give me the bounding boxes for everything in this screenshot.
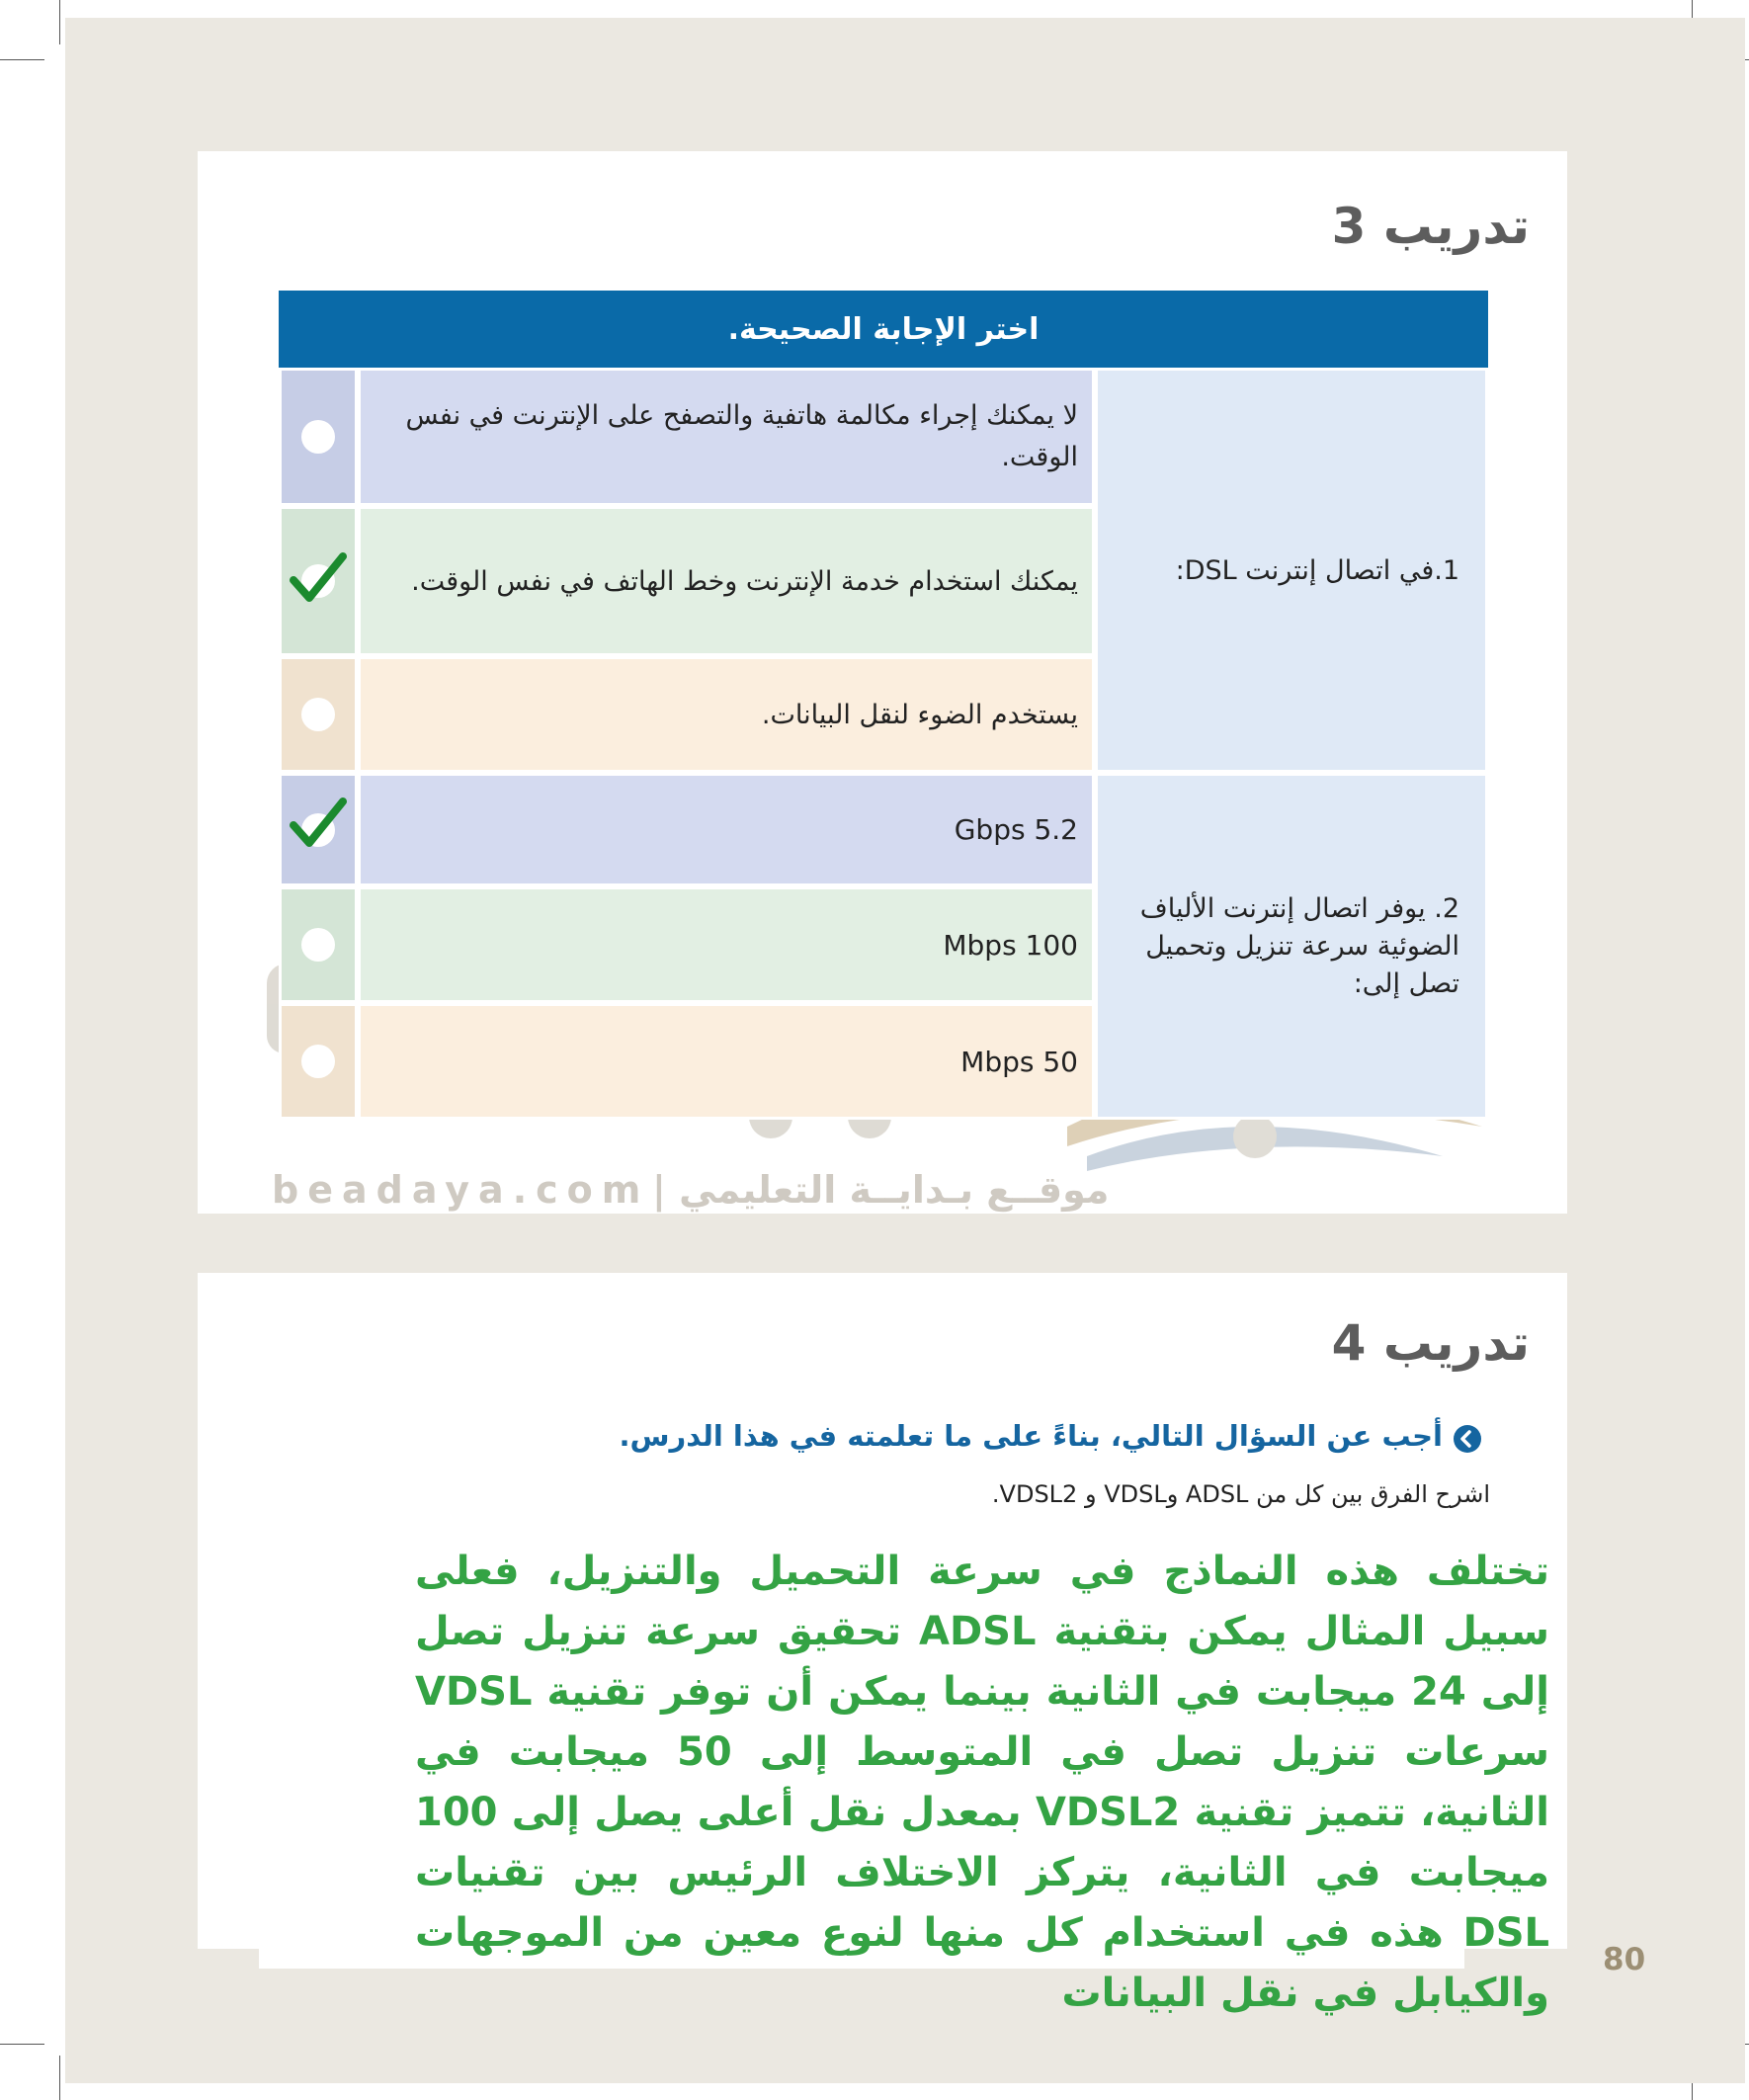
- arrow-circle-icon: [1453, 1424, 1482, 1454]
- answer-option[interactable]: [279, 656, 358, 773]
- question-text: اشرح الفرق بين كل من ADSL وVDSL و VDSL2.: [991, 1480, 1490, 1508]
- answer-text: تختلف هذه النماذج في سرعة التحميل والتنزيل، فعلى سبيل المثال يمكن بتقنية ADSL تحقيق سرعة تنزيل تصل إلى 24 ميجابت في الثانية بينما يمكن أن توفر تقنية VDSL سرعات تنزيل تصل في المتوسط إلى 50 ميجابت في الثانية، تتميز تقنية VDSL2 بمعدل نقل أعلى يصل إلى 100 ميجابت في الثانية، يتركز الاختلاف الرئيس بين تقنيات DSL هذه في استخدام كل منها لنوع معين من الموجهات والكيابل في نقل البيانات: [415, 1549, 1549, 2016]
- option-text: يستخدم الضوء لنقل البيانات.: [358, 656, 1095, 773]
- watermark-site-name: موقــع بـدايــة التعليمي |: [652, 1168, 1110, 1212]
- option-text: لا يمكنك إجراء مكالمة هاتفية والتصفح على الإنترنت في نفس الوقت.: [358, 368, 1095, 506]
- crop-mark: [59, 0, 60, 44]
- exercise4-title: تدريب 4: [1331, 1314, 1530, 1372]
- question-1: 1.في اتصال إنترنت DSL:: [1095, 368, 1488, 773]
- answer-option[interactable]: [279, 773, 358, 886]
- crop-mark: [0, 2044, 44, 2045]
- table-header: اختر الإجابة الصحيحة.: [279, 291, 1488, 368]
- answer-option[interactable]: [279, 1003, 358, 1120]
- page-number: 80: [1603, 1942, 1646, 1977]
- option-text: Gbps 5.2: [358, 773, 1095, 886]
- option-text: يمكنك استخدام خدمة الإنترنت وخط الهاتف في نفس الوقت.: [358, 506, 1095, 656]
- crop-mark: [0, 59, 44, 60]
- answer-option[interactable]: [279, 368, 358, 506]
- exercise3-title: تدريب 3: [1331, 198, 1530, 255]
- radio-button[interactable]: [301, 420, 335, 454]
- radio-button[interactable]: [301, 928, 335, 962]
- multiple-choice-table: [279, 291, 1488, 1120]
- option-text: Mbps 50: [358, 1003, 1095, 1120]
- check-mark-icon: [288, 794, 347, 853]
- option-text: Mbps 100: [358, 886, 1095, 1003]
- radio-button[interactable]: [301, 1045, 335, 1078]
- answer-option[interactable]: [279, 506, 358, 656]
- watermark-url: beadaya.com: [272, 1168, 650, 1212]
- question-2: 2. يوفر اتصال إنترنت الألياف الضوئية سرعة تنزيل وتحميل تصل إلى:: [1095, 773, 1488, 1120]
- radio-button[interactable]: [301, 698, 335, 731]
- answer-option[interactable]: [279, 886, 358, 1003]
- crop-mark: [59, 2056, 60, 2100]
- instruction-text: أجب عن السؤال التالي، بناءً على ما تعلمته في هذا الدرس.: [619, 1419, 1443, 1453]
- check-mark-icon: [288, 548, 347, 608]
